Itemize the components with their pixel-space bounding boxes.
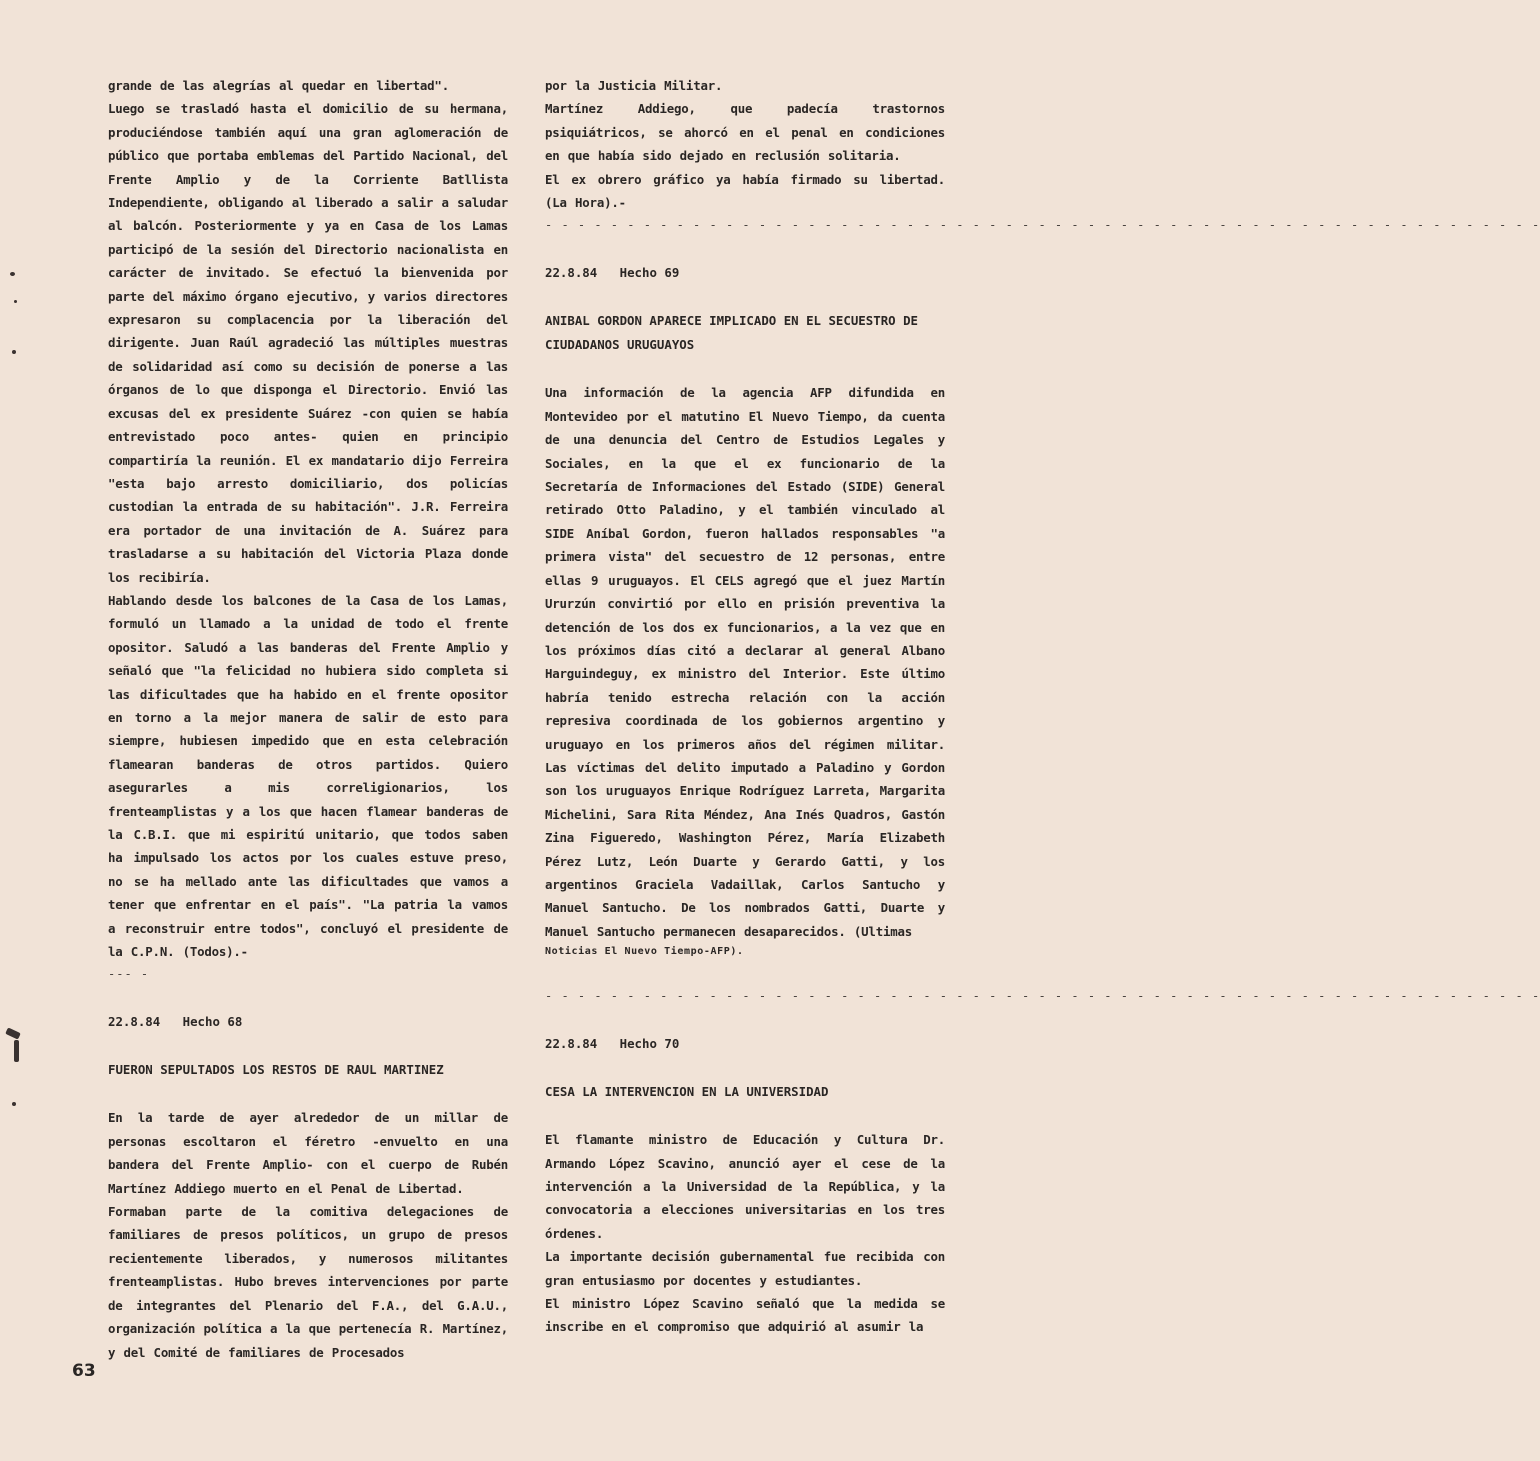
separator-dashes: --- -	[108, 967, 150, 982]
article-headline: CESA LA INTERVENCION EN LA UNIVERSIDAD	[545, 1084, 829, 1100]
date: 22.8.84	[545, 1036, 598, 1052]
article-headline: ANIBAL GORDON APARECE IMPLICADO EN EL SECUESTRO DE CIUDADANOS URUGUAYOS	[545, 313, 918, 353]
article-paragraph: El ex obrero gráfico ya había firmado su libertad. (La Hora).-	[545, 171, 945, 211]
left-column	[108, 74, 508, 1364]
article-paragraph: La importante decisión gubernamental fue recibida con gran entusiasmo por docentes y estudiantes.	[545, 1249, 945, 1288]
dateline	[545, 261, 945, 285]
ink-speck	[12, 1102, 16, 1106]
hecho-number: Hecho 68	[182, 1014, 243, 1030]
dateline	[545, 1032, 945, 1056]
article-paragraph: por la Justicia Militar.	[545, 78, 723, 93]
ink-speck	[14, 1040, 19, 1062]
source-note: Noticias El Nuevo Tiempo-AFP).	[545, 946, 744, 958]
hecho-number: Hecho 69	[619, 265, 680, 281]
article-paragraph: Luego se trasladó hasta el domicilio de su hermana, produciéndose también aquí una gran aglomeración de público que portaba emblemas del Partido Nacional, del Frente Amplio y de la Corriente Batllista Independiente, obligando al liberado a salir a saludar al balcón. Posteriormente y ya en Casa de los Lamas participó de la sesión del Directorio nacionalista en carácter de invitado. Se efectuó la bienvenida por parte del máximo órgano ejecutivo, y varios directores expresaron su complacencia por la liberación del dirigente. Juan Raúl agradeció las múltiples muestras de solidaridad así como su decisión de ponerse a las órganos de lo que disponga el Directorio. Envió las excusas del ex presidente Suárez -con quien se había entrevistado poco antes- quien en principio compartiría la reunión. El ex mandatario dijo Ferreira "esta bajo arresto domiciliario, dos policías custodian la entrada de su habitación". J.R. Ferreira era portador de una invitación de A. Suárez para trasladarse a su habitación del Victoria Plaza donde los recibiría.	[108, 101, 508, 585]
article-headline: FUERON SEPULTADOS LOS RESTOS DE RAUL MARTINEZ	[108, 1062, 444, 1078]
separator-dashes: - - - - - - - - - - - - - - - - - - - - - - - - - - - - - - - - - - - - - - - - - - - - - - - - - - - - - - - - - - - - -	[545, 989, 1540, 1004]
date: 22.8.84	[108, 1014, 161, 1030]
hecho-number: Hecho 70	[619, 1036, 680, 1052]
article-paragraph: Hablando desde los balcones de la Casa de los Lamas, formuló un llamado a la unidad de todo el frente opositor. Saludó a las banderas del Frente Amplio y señaló que "la felicidad no hubiera sido completa si las dificultades que ha habido en el frente opositor en torno a la mejor manera de salir de esto para siempre, hubiesen impedido que en esta celebración flamearan banderas de otros partidos. Quiero asegurarles a mis correligionarios, los frenteamplistas y a los que hacen flamear banderas de la C.B.I. que mi espiritú unitario, que todos saben ha impulsado los actos por los cuales estuve preso, no se ha mellado ante las dificultades que vamos a tener que enfrentar en el país". "La patria la vamos a reconstruir entre todos", concluyó el presidente de la C.P.N. (Todos).-	[108, 592, 508, 960]
ink-speck	[10, 272, 15, 276]
ink-speck	[14, 300, 17, 303]
date: 22.8.84	[545, 265, 598, 281]
ink-speck	[12, 350, 16, 354]
article-paragraph: grande de las alegrías al quedar en libertad".	[108, 78, 449, 93]
ink-speck	[5, 1027, 21, 1039]
article-paragraph: Martínez Addiego, que padecía trastornos psiquiátricos, se ahorcó en el penal en condiciones en que había sido dejado en reclusión solitaria.	[545, 101, 945, 164]
separator-dashes: - - - - - - - - - - - - - - - - - - - - - - - - - - - - - - - - - - - - - - - - - - - - - - - - - - - - - - - - - - - - -	[545, 218, 1540, 233]
article-paragraph: El flamante ministro de Educación y Cultura Dr. Armando López Scavino, anunció ayer el cese de la intervención a la Universidad de la República, y la convocatoria a elecciones universitarias en los tres órdenes.	[545, 1132, 945, 1241]
right-column	[545, 74, 1540, 1339]
page-number: 63	[72, 1361, 96, 1381]
article-paragraph: El ministro López Scavino señaló que la medida se inscribe en el compromiso que adquirió al asumir la	[545, 1296, 945, 1335]
dateline	[108, 1010, 508, 1034]
article-paragraph: Una información de la agencia AFP difundida en Montevideo por el matutino El Nuevo Tiempo, da cuenta de una denuncia del Centro de Estudios Legales y Sociales, en la que el ex funcionario de la Secretaría de Informaciones del Estado (SIDE) General retirado Otto Paladino, y el también vinculado al SIDE Aníbal Gordon, fueron hallados responsables "a primera vista" del secuestro de 12 personas, entre ellas 9 uruguayos. El CELS agregó que el juez Martín Ururzún convirtió por ello en prisión preventiva la detención de los dos ex funcionarios, a la vez que en los próximos días citó a declarar al general Albano Harguindeguy, ex ministro del Interior. Este último habría tenido estrecha relación con la acción represiva coordinada de los gobiernos argentino y uruguayo en los primeros años del régimen militar. Las víctimas del delito imputado a Paladino y Gordon son los uruguayos Enrique Rodríguez Larreta, Margarita Michelini, Sara Rita Méndez, Ana Inés Quadros, Gastón Zina Figueredo, Washington Pérez, María Elizabeth Pérez Lutz, León Duarte y Gerardo Gatti, y los argentinos Graciela Vadaillak, Carlos Santucho y Manuel Santucho. De los nombrados Gatti, Duarte y Manuel Santucho permanecen desaparecidos. (Ultimas	[545, 385, 945, 939]
article-paragraph: Formaban parte de la comitiva delegaciones de familiares de presos políticos, un grupo de presos recientemente liberados, y numerosos militantes frenteamplistas. Hubo breves intervenciones por parte de integrantes del Plenario del F.A., del G.A.U., organización política a la que pertenecía R. Martínez, y del Comité de familiares de Procesados	[108, 1204, 508, 1360]
article-paragraph: En la tarde de ayer alrededor de un millar de personas escoltaron el féretro -envuelto en una bandera del Frente Amplio- con el cuerpo de Rubén Martínez Addiego muerto en el Penal de Libertad.	[108, 1110, 508, 1196]
